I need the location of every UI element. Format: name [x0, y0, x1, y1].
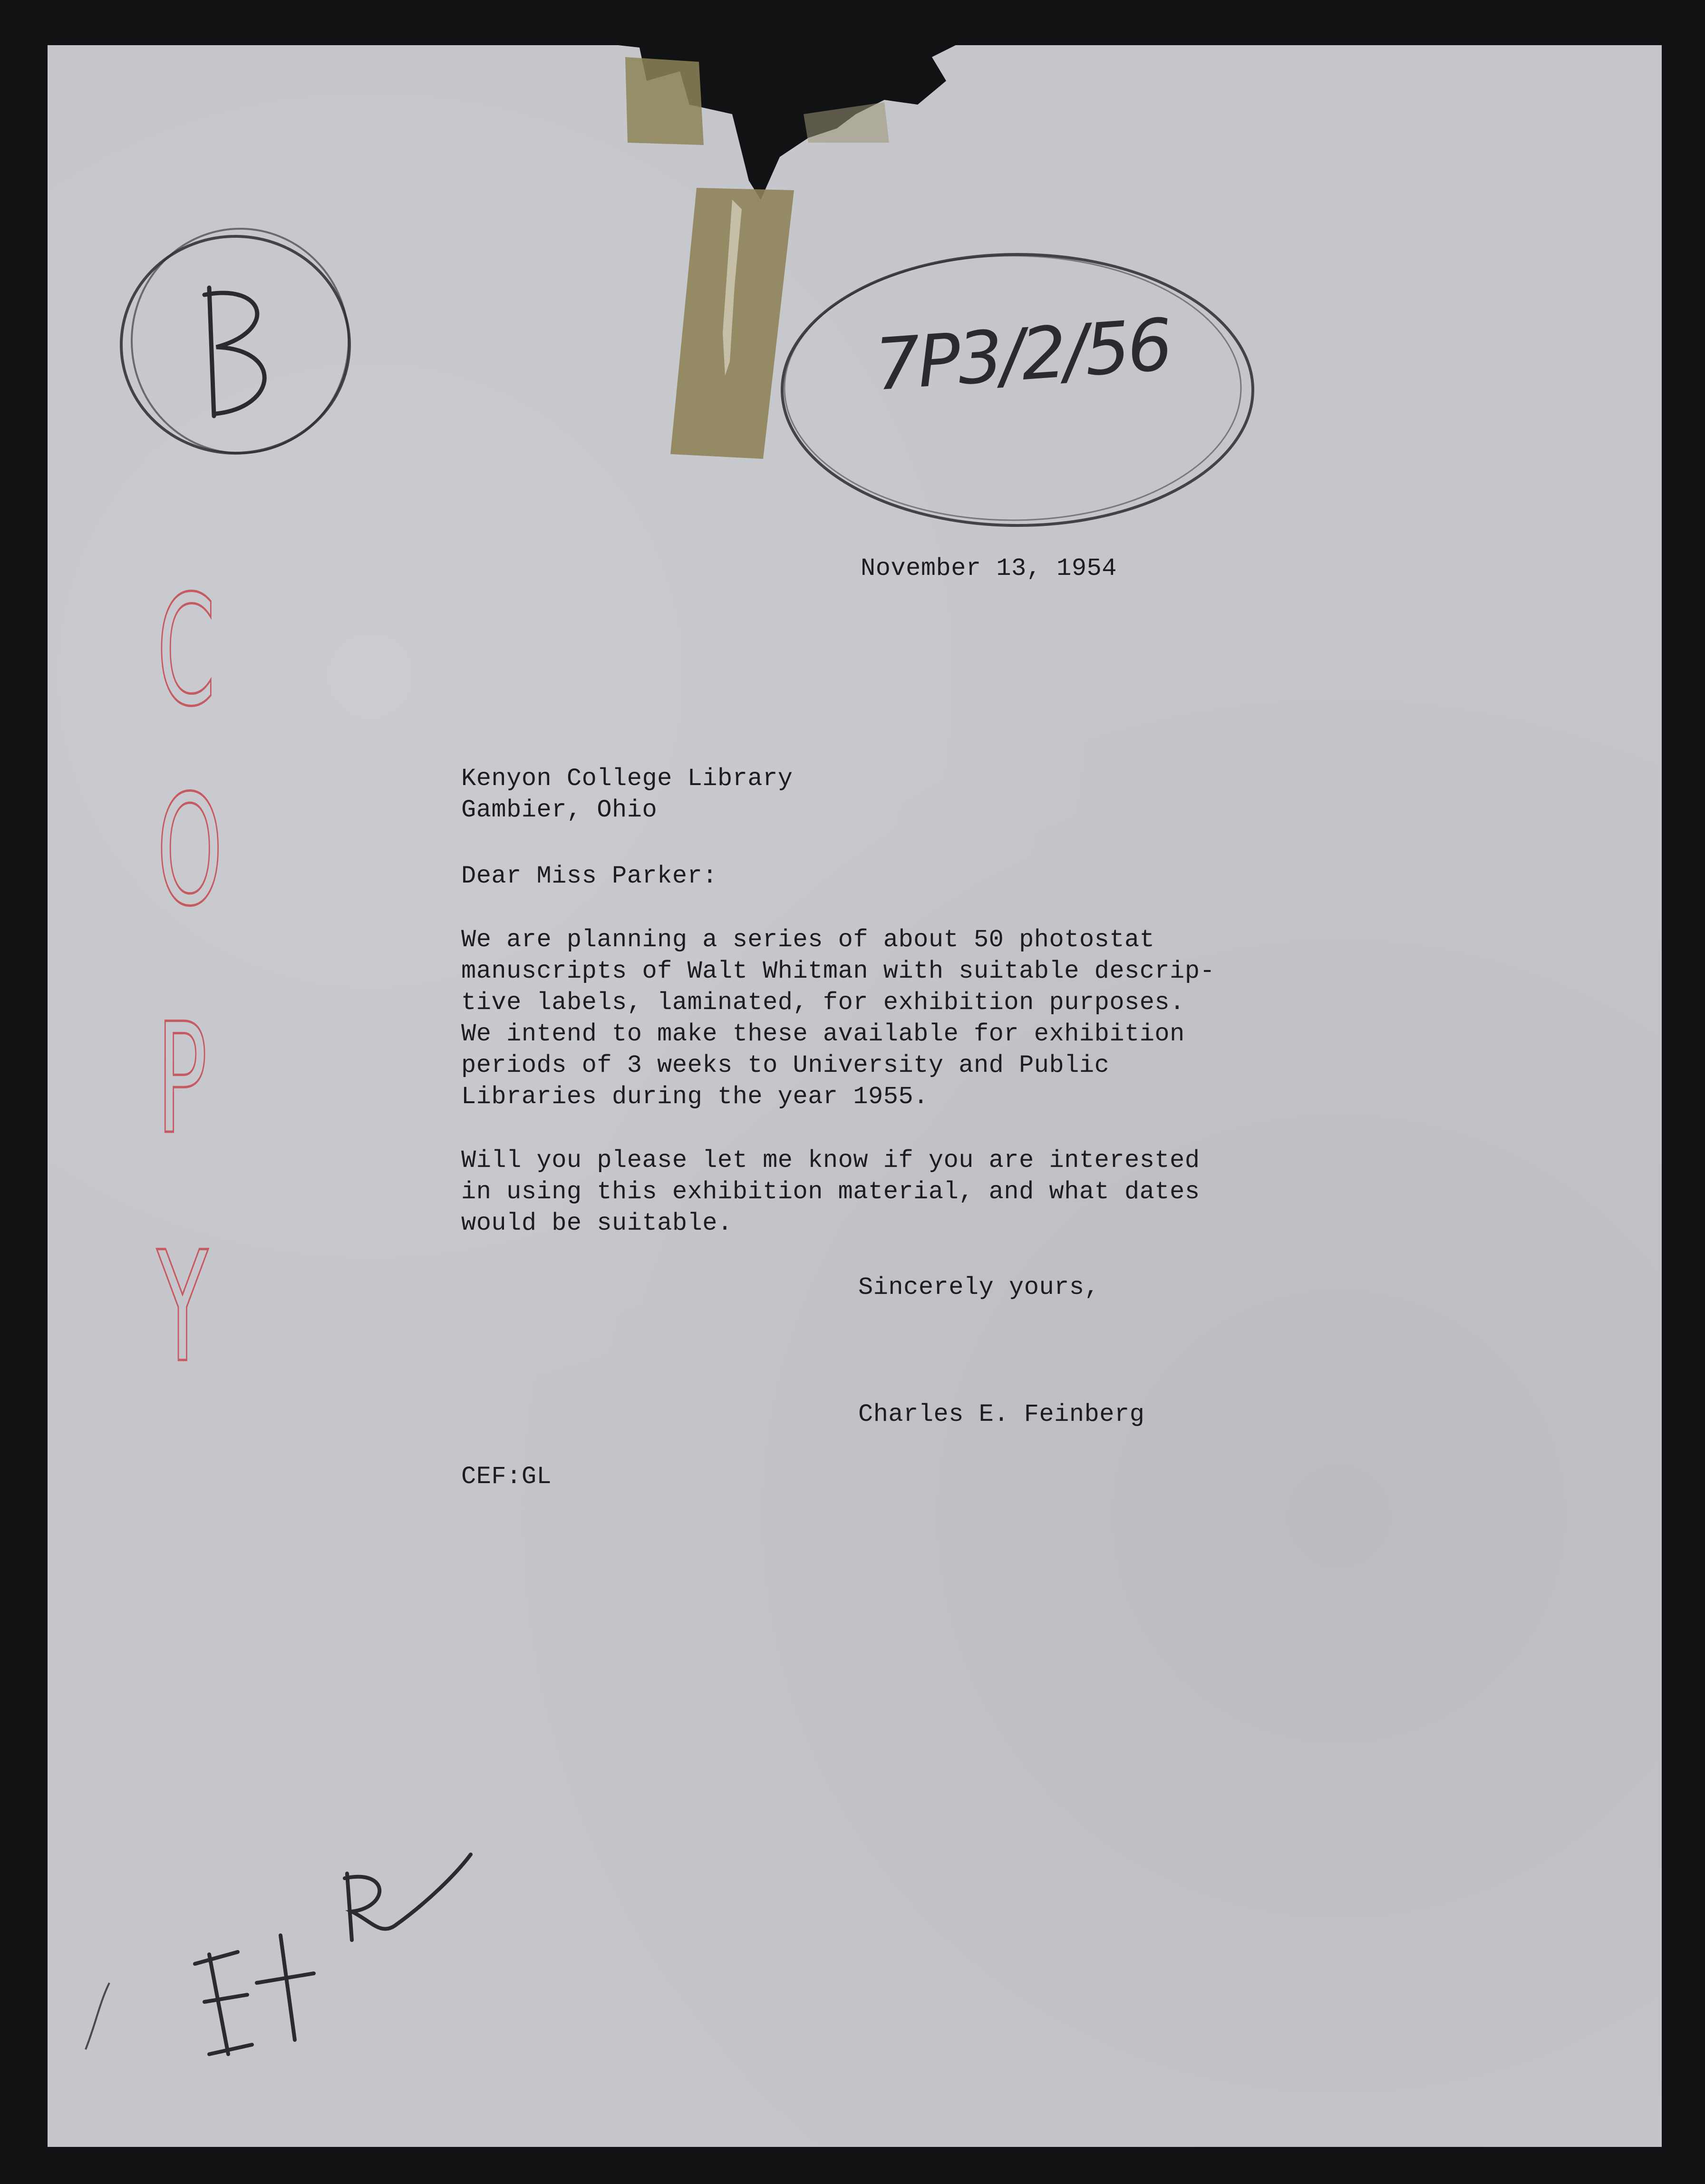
body-paragraph-1-line-1: We are planning a series of about 50 photostat: [461, 926, 1155, 954]
stamp-letter-c: C: [157, 563, 215, 740]
pencil-circle-date: [775, 247, 1260, 533]
handwritten-b: [204, 288, 264, 416]
checkmark-stroke: [86, 1983, 109, 2049]
body-paragraph-1-line-2: manuscripts of Walt Whitman with suitable descrip-: [461, 957, 1215, 985]
typist-initials: CEF:GL: [461, 1463, 552, 1491]
handwritten-ex: [195, 1935, 314, 2054]
handwritten-r: [345, 1854, 471, 1940]
body-paragraph-1-line-4: We intend to make these available for exhibition: [461, 1020, 1185, 1048]
body-paragraph-2-line-3: would be suitable.: [461, 1209, 733, 1237]
stamp-letter-y: Y: [157, 1219, 208, 1396]
recipient-line-2: Gambier, Ohio: [461, 796, 658, 824]
body-paragraph-1-line-5: periods of 3 weeks to University and Public: [461, 1051, 1110, 1079]
body-paragraph-2-line-1: Will you please let me know if you are interested: [461, 1146, 1200, 1175]
stamp-letter-o: O: [157, 763, 223, 940]
letter-date: November 13, 1954: [861, 554, 1117, 582]
signature-name: Charles E. Feinberg: [858, 1400, 1145, 1428]
pencil-circle-b: [114, 216, 361, 464]
pencil-mark-bottom: [67, 1845, 485, 2092]
salutation: Dear Miss Parker:: [461, 862, 717, 890]
closing: Sincerely yours,: [858, 1273, 1100, 1301]
stamp-letter-p: P: [157, 991, 208, 1168]
handwritten-date: 7P3/2/56: [872, 303, 1173, 407]
body-paragraph-1-line-3: tive labels, laminated, for exhibition purposes.: [461, 989, 1185, 1017]
body-paragraph-2-line-2: in using this exhibition material, and what dates: [461, 1178, 1200, 1206]
recipient-line-1: Kenyon College Library: [461, 765, 793, 793]
body-paragraph-1-line-6: Libraries during the year 1955.: [461, 1083, 929, 1111]
